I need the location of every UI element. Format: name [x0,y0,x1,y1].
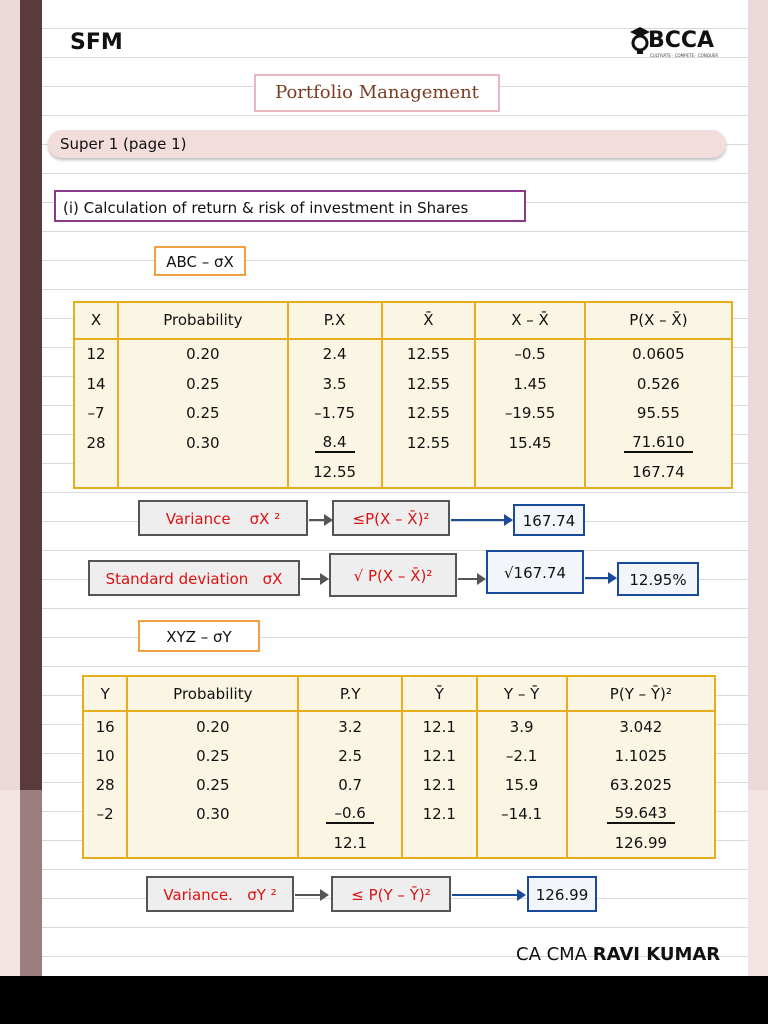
cell: –2 [83,799,127,828]
cell: 10 [83,741,127,770]
header-pdeviation: P(Y – Ȳ)² [567,676,715,711]
cell: 28 [83,770,127,799]
cell: 12.55 [382,428,476,457]
cell: 12.55 [382,399,476,428]
notebook-spine-lower [20,790,42,976]
table-y [82,675,716,859]
table-row [74,399,732,428]
cell: –7 [74,399,118,428]
cell: 15.9 [477,770,567,799]
sd-x-symbol: σX [262,570,283,588]
author-name: RAVI KUMAR [592,944,721,965]
variance-y-label: Variance. [163,886,233,904]
table-row [74,339,732,369]
sd-x-label-box [88,560,300,596]
cell: 12.55 [382,339,476,369]
cell: 12.1 [402,770,476,799]
variance-x-symbol: σX ² [249,510,281,528]
header-mean: X̄ [382,302,476,339]
variance-x-result: 167.74 [513,504,585,536]
cell: 0.25 [118,399,288,428]
cell [74,457,118,488]
cell [118,457,288,488]
bcca-logo [628,24,728,62]
arrow-icon [295,894,327,896]
cell: 3.9 [477,711,567,741]
underlined-value: 71.610 [624,433,693,453]
cell [127,828,298,858]
underlined-value: 8.4 [315,433,355,453]
table-total-row [83,828,715,858]
sd-x-root: √167.74 [486,550,584,594]
cell: 0.20 [127,711,298,741]
subject-label: SFM [70,30,123,55]
table-row [83,799,715,828]
variance-x-label: Variance [165,510,231,528]
cell: 2.4 [288,339,382,369]
table-row [74,369,732,398]
table-row [83,741,715,770]
cell [382,457,476,488]
super-label-bar: Super 1 (page 1) [48,130,726,158]
header-probability: Probability [127,676,298,711]
cell: 0.0605 [585,339,732,369]
cell: 0.25 [127,770,298,799]
cell: –2.1 [477,741,567,770]
underlined-value: 59.643 [607,804,676,824]
section-heading: (i) Calculation of return & risk of investment in Shares [54,190,526,222]
table-row [83,711,715,741]
table-x [73,301,733,489]
cell: 0.20 [118,339,288,369]
cell: 12.55 [382,369,476,398]
cell: 0.25 [127,741,298,770]
sd-x-result: 12.95% [617,562,699,596]
arrow-icon [301,578,327,580]
author-prefix: CA CMA [516,944,593,965]
header-deviation: Y – Ȳ [477,676,567,711]
cell [288,428,382,457]
cell: 28 [74,428,118,457]
cell [298,799,402,828]
cell: 0.30 [118,428,288,457]
table-header-row [83,676,715,711]
cell: 3.042 [567,711,715,741]
header-pdeviation: P(X – X̄) [585,302,732,339]
variance-y-formula: ≤ P(Y – Ȳ)² [331,876,451,912]
total-py: 12.1 [298,828,402,858]
header-y: Y [83,676,127,711]
cell: 0.526 [585,369,732,398]
cell: –1.75 [288,399,382,428]
arrow-icon [458,578,484,580]
variance-y-result: 126.99 [527,876,597,912]
cell: 12.1 [402,799,476,828]
arrow-icon [585,577,615,579]
cell: 95.55 [585,399,732,428]
cell [477,828,567,858]
cell [585,428,732,457]
underlined-value: –0.6 [326,804,373,824]
abc-label: ABC – σX [154,246,246,276]
variance-y-symbol: σY ² [247,886,277,904]
cell: 15.45 [475,428,584,457]
arrow-icon [451,519,511,521]
table-total-row [74,457,732,488]
header-deviation: X – X̄ [475,302,584,339]
bottom-bar [0,976,768,1024]
total-px: 12.55 [288,457,382,488]
variance-y-label-box [146,876,294,912]
arrow-icon [309,519,331,521]
author-footer [516,944,720,965]
variance-x-formula: ≤P(X – X̄)² [332,500,450,536]
header-mean: Ȳ [402,676,476,711]
logo-tagline: CULTIVATE · COMPETE · CONQUER [650,53,719,58]
cell: 1.45 [475,369,584,398]
cell: 0.25 [118,369,288,398]
cell: 0.7 [298,770,402,799]
cell: 2.5 [298,741,402,770]
cell: 63.2025 [567,770,715,799]
table-row [83,770,715,799]
cell: 0.30 [127,799,298,828]
cell: 3.2 [298,711,402,741]
cell [402,828,476,858]
cell: 16 [83,711,127,741]
arrow-icon [452,894,524,896]
cell: –14.1 [477,799,567,828]
xyz-label: XYZ – σY [138,620,260,652]
cell [475,457,584,488]
cell: 1.1025 [567,741,715,770]
header-px: P.X [288,302,382,339]
table-row [74,428,732,457]
total-pdev: 167.74 [585,457,732,488]
cell: 12.1 [402,741,476,770]
sd-x-formula: √ P(X – X̄)² [329,553,457,597]
header-x: X [74,302,118,339]
page-title: Portfolio Management [254,74,500,112]
header-probability: Probability [118,302,288,339]
logo-text: BCCA [648,28,715,53]
variance-x-label-box [138,500,308,536]
cell: –0.5 [475,339,584,369]
cell: 12.1 [402,711,476,741]
table-header-row [74,302,732,339]
cell [83,828,127,858]
cell: –19.55 [475,399,584,428]
cell [567,799,715,828]
cell: 12 [74,339,118,369]
cell: 14 [74,369,118,398]
total-pdev: 126.99 [567,828,715,858]
header-py: P.Y [298,676,402,711]
sd-x-label: Standard deviation [105,570,249,588]
cell: 3.5 [288,369,382,398]
